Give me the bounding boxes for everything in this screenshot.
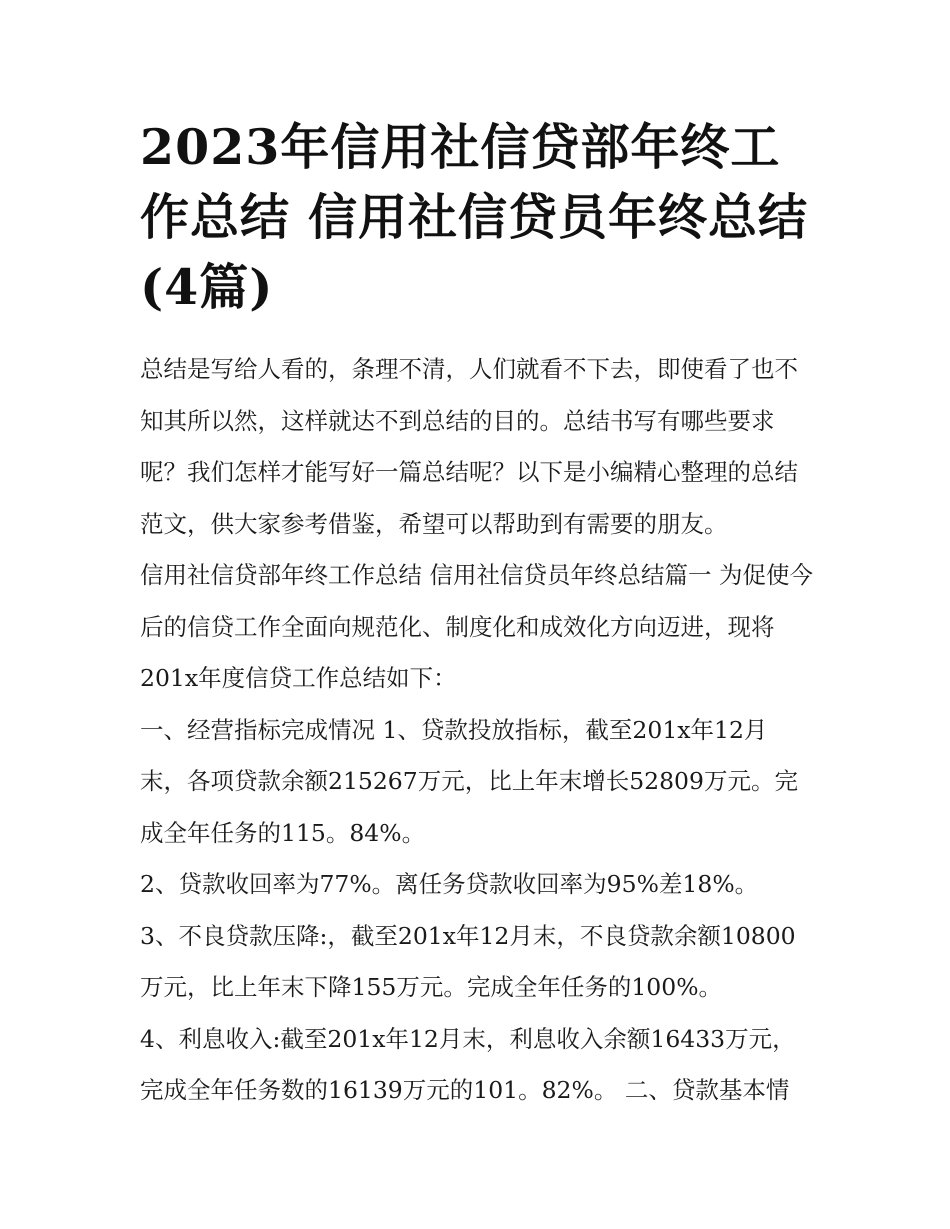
paragraph-section-one-intro: 信用社信贷部年终工作总结 信用社信贷员年终总结篇一 为促使今后的信贷工作全面向规范化、制度化和成效化方向迈进，现将201x年度信贷工作总结如下： [140, 561, 813, 692]
paragraph-indicator-interest: 4、利息收入:截至201x年12月末，利息收入余额16433万元，完成全年任务数的16139万元的101。82%。 二、贷款基本情 [140, 1024, 796, 1104]
paragraph-indicator-loans: 一、经营指标完成情况 1、贷款投放指标，截至201x年12月末，各项贷款余额215267万元，比上年末增长52809万元。完成全年任务的115。84%。 [140, 715, 798, 847]
paragraph-indicator-bad-loans: 3、不良贷款压降:，截至201x年12月末，不良贷款余额10800万元，比上年末下降155万元。完成全年任务的100%。 [140, 921, 796, 1001]
document-title: 2023年信用社信贷部年终工作总结 信用社信贷员年终总结(4篇) [140, 118, 809, 316]
paragraph-indicator-recovery: 2、贷款收回率为77%。离任务贷款收回率为95%差18%。 [140, 870, 759, 898]
paragraph-intro: 总结是写给人看的，条理不清，人们就看不下去，即使看了也不知其所以然，这样就达不到总结的目的。总结书写有哪些要求呢？我们怎样才能写好一篇总结呢？以下是小编精心整理的总结范文，供大家参考借鉴，希望可以帮助到有需要的朋友。 [140, 355, 798, 538]
